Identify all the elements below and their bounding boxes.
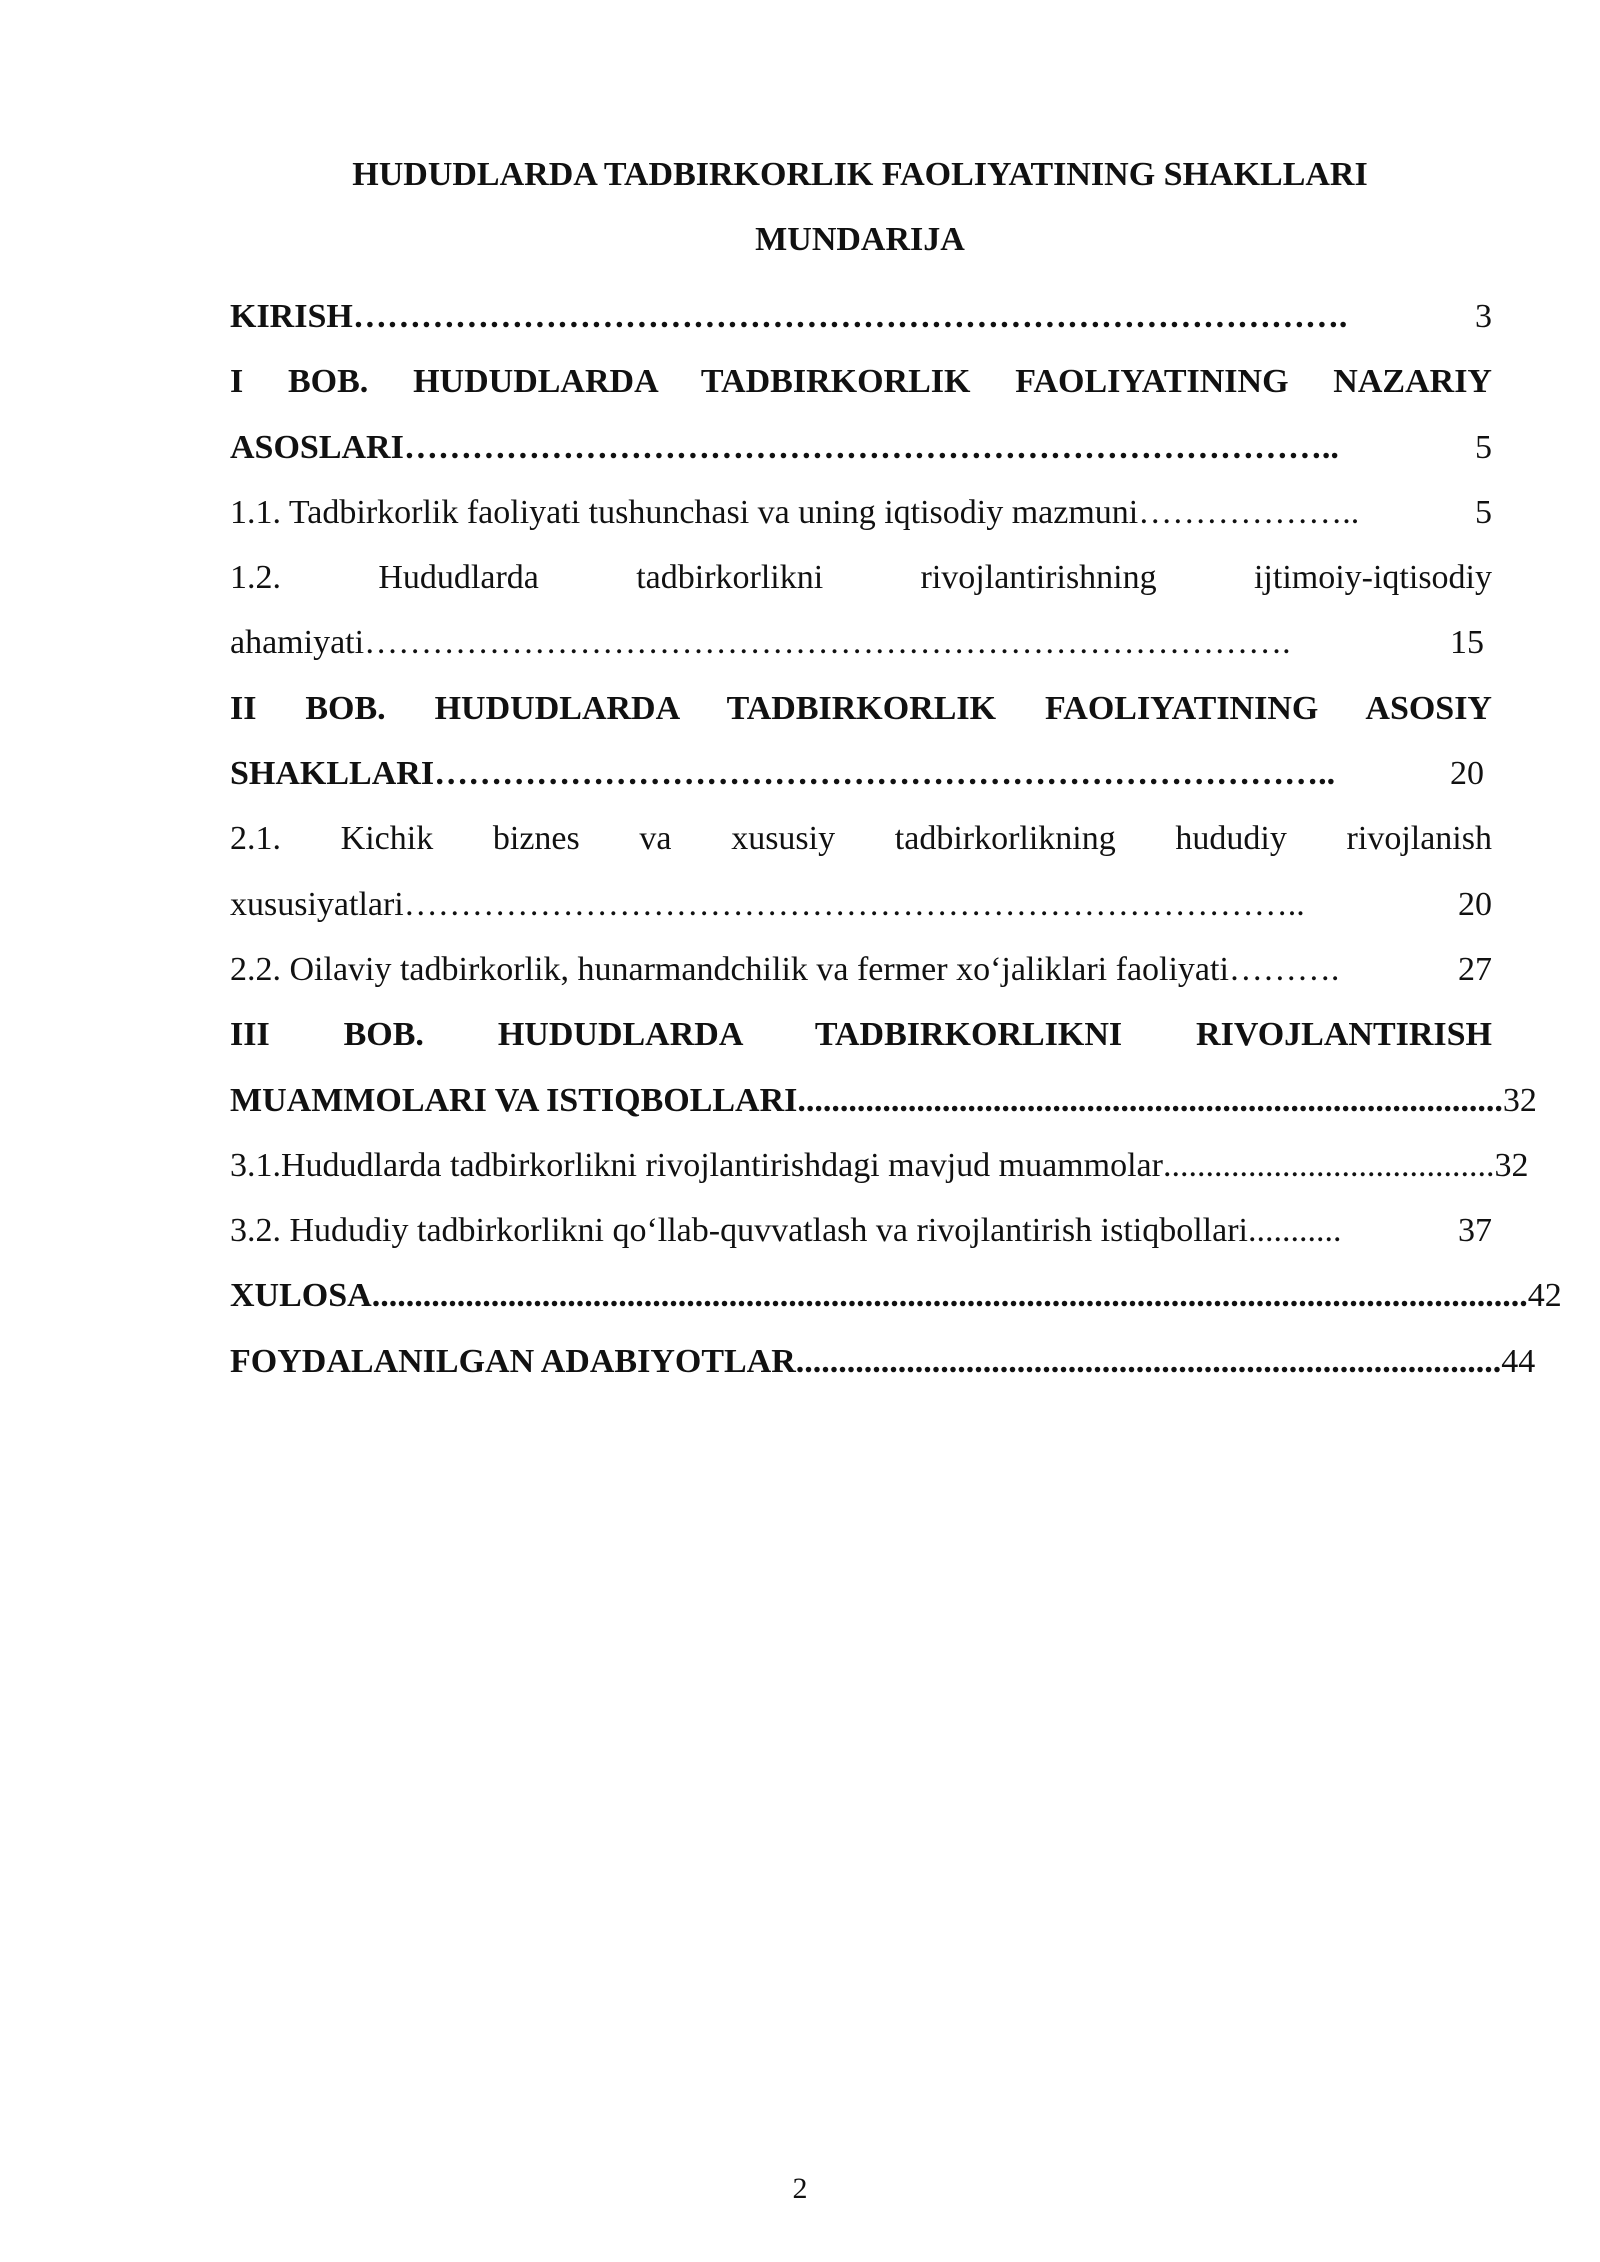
toc-entry-1-1[interactable]	[230, 480, 1492, 545]
toc-entry-label: 3.2. Hududiy tadbirkorlikni qo‘llab-quvvatlash va rivojlantirish istiqbollari	[230, 1212, 1248, 1250]
toc-entry-label: SHAKLLARI	[230, 755, 435, 793]
toc-page-number: 20	[1458, 885, 1492, 923]
toc-leader-dots: ...................................................................................	[797, 1081, 1503, 1119]
toc-entry-2-1[interactable]	[230, 872, 1492, 937]
toc-page-number: 5	[1475, 493, 1492, 531]
toc-entry-label: KIRISH	[230, 298, 353, 335]
toc-page-number: 32	[1494, 1146, 1529, 1184]
toc-leader-dots: ……………………………………………………………………….	[364, 624, 1291, 662]
toc-entry-1-2-line1[interactable]: 1.2. Hududlarda tadbirkorlikni rivojlantirishning ijtimoiy-iqtisodiy	[230, 559, 1492, 597]
toc-entry-label: ahamiyati	[230, 624, 365, 662]
toc-page-number: 32	[1502, 1081, 1537, 1119]
toc-entry-3-1[interactable]	[230, 1133, 1529, 1198]
toc-entry-label: 3.1.Hududlarda tadbirkorlikni rivojlantirishdagi mavjud muammolar	[230, 1146, 1163, 1184]
toc-entry-label: 1.1. Tadbirkorlik faoliyati tushunchasi va uning iqtisodiy mazmuni	[230, 493, 1139, 531]
toc-entry-bob2[interactable]	[230, 741, 1492, 806]
toc-entry-label: FOYDALANILGAN ADABIYOTLAR	[230, 1342, 796, 1380]
toc-page-number: 20	[1450, 755, 1484, 793]
toc-leader-dots: ...........	[1247, 1212, 1342, 1250]
toc-page-number: 15	[1450, 624, 1484, 662]
toc-leader-dots: ……….	[1228, 950, 1340, 988]
toc-entry-bob1[interactable]	[230, 415, 1492, 480]
toc-entry-xulosa[interactable]	[230, 1263, 1562, 1328]
page-number: 2	[792, 2172, 808, 2205]
toc-entry-adabiyotlar[interactable]	[230, 1329, 1536, 1394]
toc-entry-kirish[interactable]	[230, 284, 1492, 349]
toc-entry-label: 2.2. Oilaviy tadbirkorlik, hunarmandchilik va fermer xo‘jaliklari faoliyati	[230, 950, 1229, 988]
toc-page-number: 44	[1501, 1342, 1536, 1380]
toc-entry-1-2[interactable]	[230, 610, 1492, 675]
toc-leader-dots: …………………………………………………………………………….	[352, 298, 1348, 335]
document-title: HUDUDLARDA TADBIRKORLIK FAOLIYATINING SHAKLLARI	[352, 156, 1368, 193]
toc-leader-dots: ........................................................................................................................................	[371, 1277, 1528, 1315]
toc-leader-dots: ...................................................................................	[795, 1342, 1502, 1380]
toc-entry-3-2[interactable]	[230, 1198, 1492, 1263]
toc-heading: MUNDARIJA	[755, 221, 965, 258]
toc-leader-dots: ………………………………………………………………………..	[403, 428, 1339, 466]
toc-leader-dots: ……………………………………………………………………..	[434, 755, 1336, 793]
toc-page-number: 3	[1475, 298, 1492, 335]
toc-page-number: 5	[1475, 428, 1492, 466]
table-of-contents	[230, 284, 1562, 1394]
toc-entry-bob1-line1[interactable]: I BOB. HUDUDLARDA TADBIRKORLIK FAOLIYATINING NAZARIY	[230, 363, 1492, 401]
toc-entry-2-2[interactable]	[230, 937, 1492, 1002]
toc-entry-bob3[interactable]	[230, 1068, 1537, 1133]
toc-page-number: 27	[1458, 950, 1492, 988]
toc-entry-label: MUAMMOLARI VA ISTIQBOLLARI	[230, 1081, 798, 1119]
toc-leader-dots: ……………………………………………………………………..	[403, 885, 1305, 923]
toc-page-number: 42	[1527, 1277, 1562, 1315]
toc-entry-bob3-line1[interactable]: III BOB. HUDUDLARDA TADBIRKORLIKNI RIVOJLANTIRISH	[230, 1016, 1492, 1054]
toc-page-number: 37	[1458, 1212, 1492, 1250]
toc-entry-label: xususiyatlari	[230, 885, 404, 923]
toc-leader-dots: .......................................	[1162, 1146, 1495, 1184]
toc-entry-label: ASOSLARI	[230, 428, 404, 466]
toc-leader-dots: ………………..	[1138, 493, 1360, 531]
toc-entry-label: XULOSA	[230, 1277, 372, 1315]
toc-entry-bob2-line1[interactable]: II BOB. HUDUDLARDA TADBIRKORLIK FAOLIYATINING ASOSIY	[230, 689, 1492, 727]
toc-entry-2-1-line1[interactable]: 2.1. Kichik biznes va xususiy tadbirkorlikning hududiy rivojlanish	[230, 820, 1492, 858]
